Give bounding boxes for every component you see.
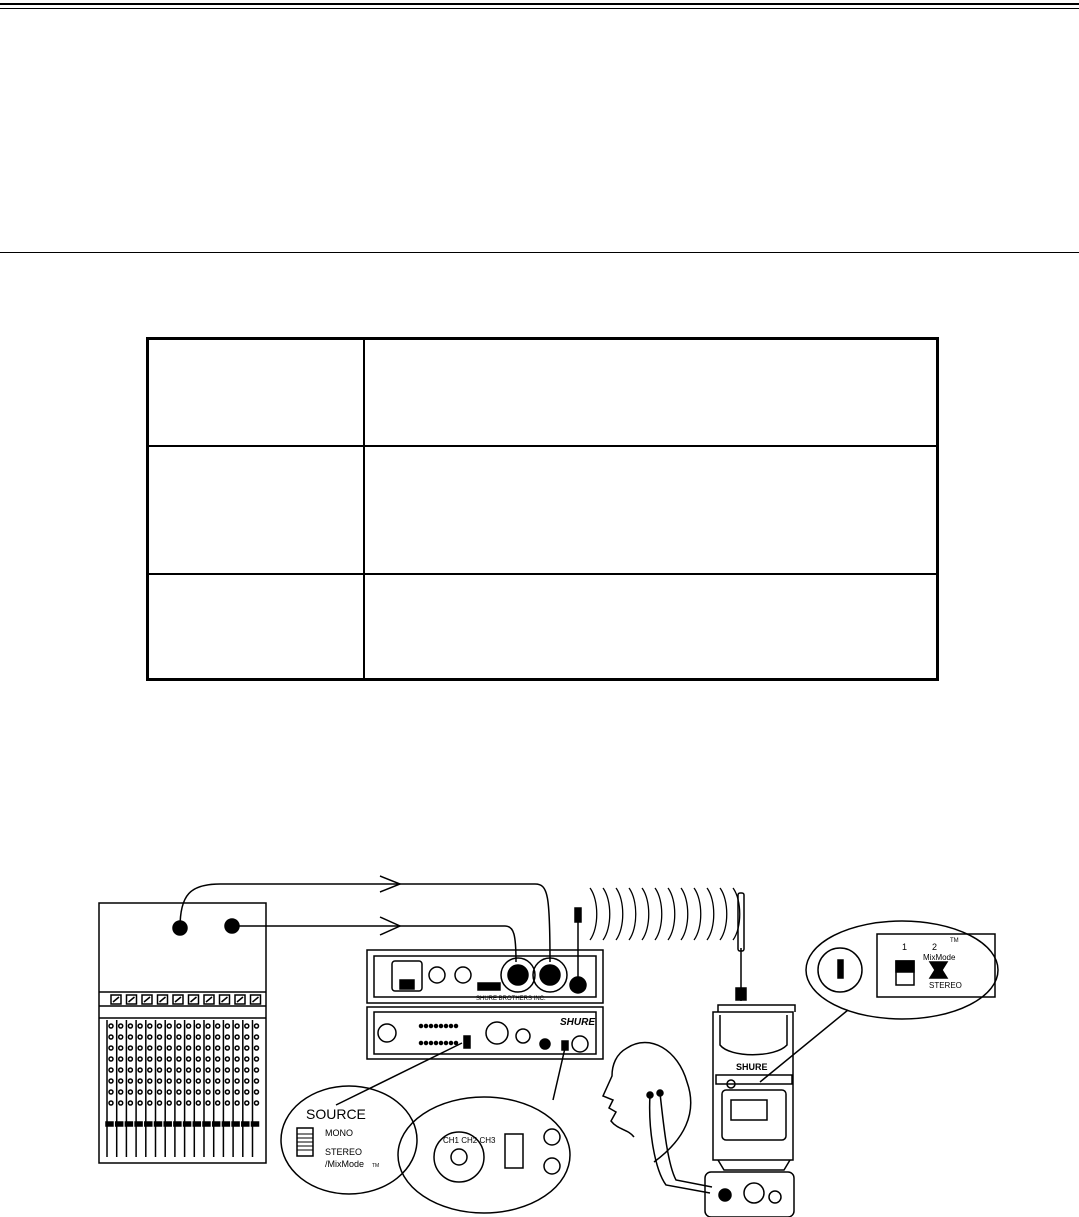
led-dot bbox=[435, 1025, 438, 1028]
channel-knob bbox=[187, 1024, 191, 1028]
table-cell-label bbox=[148, 339, 365, 446]
source-option-stereo: STEREO bbox=[325, 1147, 363, 1157]
rf-wave-arc bbox=[616, 888, 623, 940]
channel-knob bbox=[196, 1035, 200, 1039]
receiver-switch-callout bbox=[806, 921, 998, 1019]
channel-knob bbox=[225, 1035, 229, 1039]
channel-knob bbox=[138, 1101, 142, 1105]
channel-knob bbox=[225, 1101, 229, 1105]
table-cell-value bbox=[364, 446, 938, 574]
led-dot bbox=[440, 1025, 443, 1028]
channel-knob bbox=[225, 1057, 229, 1061]
channel-fader-cap bbox=[213, 1122, 220, 1126]
channel-knob bbox=[187, 1079, 191, 1083]
channel-knob bbox=[196, 1090, 200, 1094]
source-option-mixmode: /MixMode bbox=[325, 1159, 365, 1169]
channel-knob bbox=[245, 1068, 249, 1072]
meter-needle bbox=[206, 997, 212, 1002]
dip-switch-label-1: 1 bbox=[902, 942, 908, 952]
channel-knob bbox=[245, 1057, 249, 1061]
channel-knob bbox=[225, 1024, 229, 1028]
meter-needle bbox=[237, 997, 243, 1002]
antenna-connector bbox=[570, 977, 586, 993]
channel-knob bbox=[245, 1024, 249, 1028]
channel-knob bbox=[148, 1024, 152, 1028]
channel-knob bbox=[158, 1068, 162, 1072]
channel-knob bbox=[148, 1079, 152, 1083]
console-output-jack-left bbox=[173, 921, 187, 935]
led-dot bbox=[445, 1042, 448, 1045]
channel-knob bbox=[196, 1068, 200, 1072]
transmitter-front-panel bbox=[367, 1007, 603, 1059]
channel-knob bbox=[119, 1079, 123, 1083]
channel-knob bbox=[138, 1024, 142, 1028]
channel-knob bbox=[138, 1057, 142, 1061]
led-dot bbox=[430, 1025, 433, 1028]
channel-knob bbox=[187, 1046, 191, 1050]
channel-knob bbox=[109, 1024, 113, 1028]
channel-fader-cap bbox=[184, 1122, 191, 1126]
channel-knob bbox=[245, 1035, 249, 1039]
section-rule bbox=[0, 252, 1079, 253]
channel-knob bbox=[138, 1090, 142, 1094]
source-title: SOURCE bbox=[306, 1106, 366, 1122]
table-cell-label bbox=[148, 574, 365, 680]
led-dot bbox=[450, 1042, 453, 1045]
channel-knob bbox=[216, 1090, 220, 1094]
channel-fader-cap bbox=[174, 1122, 181, 1126]
mixmode-tm-mark: TM bbox=[950, 938, 959, 944]
channel-knob bbox=[158, 1090, 162, 1094]
system-hookup-diagram bbox=[0, 860, 1079, 1217]
channel-knob bbox=[158, 1046, 162, 1050]
channel-knob bbox=[109, 1046, 113, 1050]
channel-knob bbox=[196, 1046, 200, 1050]
channel-knob bbox=[206, 1090, 210, 1094]
channel-knob bbox=[216, 1068, 220, 1072]
channel-knob bbox=[196, 1079, 200, 1083]
channel-knob bbox=[119, 1046, 123, 1050]
channel-knob bbox=[187, 1057, 191, 1061]
rf-wave-arc bbox=[707, 888, 714, 940]
channel-knob bbox=[235, 1024, 239, 1028]
channel-knob bbox=[255, 1101, 259, 1105]
listener-head-icon bbox=[603, 1042, 712, 1193]
channel-knob bbox=[119, 1057, 123, 1061]
power-button bbox=[572, 1036, 588, 1052]
channel-knob bbox=[225, 1090, 229, 1094]
channel-knob bbox=[255, 1079, 259, 1083]
led-dot bbox=[455, 1025, 458, 1028]
channel-fader-cap bbox=[203, 1122, 210, 1126]
channel-knob bbox=[245, 1079, 249, 1083]
channel-knob bbox=[235, 1068, 239, 1072]
channel-knob bbox=[148, 1090, 152, 1094]
table-cell-label bbox=[148, 446, 365, 574]
channel-knob bbox=[128, 1057, 132, 1061]
channel-knob bbox=[109, 1101, 113, 1105]
led-dot bbox=[445, 1025, 448, 1028]
channel-knob bbox=[255, 1057, 259, 1061]
channel-knob bbox=[109, 1057, 113, 1061]
channel-fader-cap bbox=[252, 1122, 259, 1126]
channel-knob bbox=[167, 1101, 171, 1105]
rf-wave-arc bbox=[655, 888, 662, 940]
rf-wave-arc bbox=[629, 888, 636, 940]
channel-fader-cap bbox=[155, 1122, 162, 1126]
channel-knob bbox=[187, 1035, 191, 1039]
channel-knob bbox=[119, 1024, 123, 1028]
source-switch-detail-2 bbox=[505, 1134, 523, 1168]
channel-knob bbox=[255, 1046, 259, 1050]
channel-knob bbox=[255, 1068, 259, 1072]
transmitter-rear-panel bbox=[367, 908, 603, 1003]
channel-knob bbox=[255, 1024, 259, 1028]
rf-wave-arc bbox=[681, 888, 688, 940]
rf-wave-arc bbox=[694, 888, 701, 940]
meter-needle bbox=[222, 997, 228, 1002]
rf-wave-arc bbox=[720, 888, 727, 940]
channel-knob bbox=[216, 1024, 220, 1028]
channel-knob bbox=[235, 1057, 239, 1061]
channel-knob bbox=[119, 1035, 123, 1039]
channel-knob bbox=[119, 1101, 123, 1105]
top-double-rule-lower bbox=[0, 8, 1079, 9]
front-panel-detail-callout bbox=[398, 1048, 570, 1213]
channel-knob bbox=[167, 1035, 171, 1039]
channel-fader-cap bbox=[135, 1122, 142, 1126]
channel-knob bbox=[187, 1101, 191, 1105]
channel-knob bbox=[148, 1046, 152, 1050]
channel-knob bbox=[255, 1090, 259, 1094]
channel-knob bbox=[216, 1057, 220, 1061]
receiver-brand-logo: SHURE bbox=[736, 1062, 768, 1072]
source-switch bbox=[464, 1036, 470, 1048]
channel-knob bbox=[187, 1090, 191, 1094]
channel-knob bbox=[128, 1101, 132, 1105]
channel-knob bbox=[167, 1057, 171, 1061]
bodypack-receiver bbox=[713, 893, 848, 1170]
channel-knob bbox=[138, 1068, 142, 1072]
console-meter-row bbox=[111, 995, 261, 1004]
channel-knob bbox=[177, 1079, 181, 1083]
channel-knob bbox=[128, 1046, 132, 1050]
channel-knob bbox=[128, 1079, 132, 1083]
led-dot bbox=[455, 1042, 458, 1045]
channel-knob bbox=[206, 1079, 210, 1083]
rf-wave-arc bbox=[603, 888, 610, 940]
spec-table bbox=[146, 337, 939, 681]
channel-knob bbox=[158, 1079, 162, 1083]
channel-knob bbox=[158, 1024, 162, 1028]
channel-knob bbox=[216, 1046, 220, 1050]
channel-knob bbox=[245, 1090, 249, 1094]
channel-knob bbox=[216, 1101, 220, 1105]
channel-knob bbox=[196, 1101, 200, 1105]
channel-knob bbox=[158, 1035, 162, 1039]
source-tm-mark: TM bbox=[372, 1163, 380, 1169]
rf-wave-arc bbox=[642, 888, 649, 940]
stereo-label: STEREO bbox=[929, 981, 962, 990]
channel-knob bbox=[216, 1079, 220, 1083]
channel-knob bbox=[177, 1046, 181, 1050]
channel-knob bbox=[206, 1057, 210, 1061]
rf-wave-arc bbox=[668, 888, 675, 940]
channel-fader-cap bbox=[125, 1122, 132, 1126]
channel-knob bbox=[167, 1079, 171, 1083]
dip-switch-2 bbox=[930, 962, 947, 978]
channel-fader-cap bbox=[145, 1122, 152, 1126]
channel-knob bbox=[206, 1068, 210, 1072]
channel-knob bbox=[177, 1090, 181, 1094]
meter-needle bbox=[144, 997, 150, 1002]
channel-knob bbox=[167, 1046, 171, 1050]
channel-fader-cap bbox=[193, 1122, 200, 1126]
channel-fader-cap bbox=[242, 1122, 249, 1126]
channel-knob bbox=[128, 1068, 132, 1072]
source-switch-callout bbox=[281, 1043, 462, 1194]
channel-knob bbox=[235, 1046, 239, 1050]
channel-knob bbox=[148, 1035, 152, 1039]
channel-knob bbox=[167, 1090, 171, 1094]
led-dot bbox=[450, 1025, 453, 1028]
led-dot bbox=[440, 1042, 443, 1045]
console-output-jack-right bbox=[225, 919, 239, 933]
channel-fader-cap bbox=[116, 1122, 123, 1126]
table-cell-value bbox=[364, 574, 938, 680]
channel-knob bbox=[216, 1035, 220, 1039]
channel-knob bbox=[235, 1035, 239, 1039]
meter-needle bbox=[191, 997, 197, 1002]
table-row bbox=[148, 339, 938, 446]
headphone-jack bbox=[540, 1039, 550, 1049]
led-meter bbox=[420, 1025, 458, 1045]
channel-knob bbox=[206, 1024, 210, 1028]
input-level-knob bbox=[378, 1024, 396, 1042]
channel-knob bbox=[206, 1101, 210, 1105]
channel-fader-cap bbox=[222, 1122, 229, 1126]
channel-knob bbox=[245, 1101, 249, 1105]
led-dot bbox=[420, 1025, 423, 1028]
channel-knob bbox=[128, 1035, 132, 1039]
led-dot bbox=[435, 1042, 438, 1045]
channel-knob bbox=[138, 1046, 142, 1050]
channel-knob bbox=[206, 1046, 210, 1050]
channel-knob bbox=[158, 1057, 162, 1061]
channel-knob bbox=[119, 1090, 123, 1094]
channel-knob bbox=[235, 1079, 239, 1083]
channel-knob bbox=[255, 1035, 259, 1039]
channel-knob bbox=[109, 1090, 113, 1094]
channel-knob bbox=[148, 1068, 152, 1072]
channel-knob bbox=[196, 1024, 200, 1028]
channel-knob bbox=[177, 1024, 181, 1028]
meter-needle bbox=[160, 997, 166, 1002]
channel-fader-cap bbox=[232, 1122, 239, 1126]
channel-knob bbox=[109, 1079, 113, 1083]
meter-needle bbox=[175, 997, 181, 1002]
meter-needle bbox=[253, 997, 259, 1002]
channel-knob bbox=[167, 1024, 171, 1028]
channel-knob bbox=[119, 1068, 123, 1072]
channel-knob bbox=[148, 1101, 152, 1105]
channel-knob bbox=[167, 1068, 171, 1072]
rf-waves bbox=[590, 888, 740, 940]
channel-knob bbox=[128, 1024, 132, 1028]
led-dot bbox=[425, 1042, 428, 1045]
top-double-rule-upper bbox=[0, 3, 1079, 5]
channel-dial-text: CH1 CH2 CH3 bbox=[443, 1136, 496, 1145]
channel-knob bbox=[235, 1090, 239, 1094]
channel-knob bbox=[245, 1046, 249, 1050]
volume-knob bbox=[486, 1022, 508, 1044]
channel-knob bbox=[177, 1057, 181, 1061]
dip-switch-label-2: 2 bbox=[932, 942, 938, 952]
table-row bbox=[148, 574, 938, 680]
channel-fader-cap bbox=[164, 1122, 171, 1126]
table-cell-value bbox=[364, 339, 938, 446]
channel-knob bbox=[206, 1035, 210, 1039]
channel-knob bbox=[109, 1068, 113, 1072]
channel-knob bbox=[109, 1035, 113, 1039]
console-channel-strips bbox=[106, 1020, 259, 1157]
rear-brand-text: SHURE BROTHERS INC. bbox=[476, 996, 546, 1002]
led-dot bbox=[425, 1025, 428, 1028]
channel-knob bbox=[225, 1079, 229, 1083]
channel-knob bbox=[225, 1068, 229, 1072]
earphone-adapter bbox=[705, 1172, 794, 1217]
channel-knob bbox=[177, 1035, 181, 1039]
channel-knob bbox=[196, 1057, 200, 1061]
channel-knob bbox=[235, 1101, 239, 1105]
channel-knob bbox=[148, 1057, 152, 1061]
meter-needle bbox=[129, 997, 135, 1002]
channel-knob bbox=[187, 1068, 191, 1072]
channel-fader-cap bbox=[106, 1122, 113, 1126]
channel-knob bbox=[158, 1101, 162, 1105]
led-dot bbox=[420, 1042, 423, 1045]
audio-cables bbox=[180, 876, 550, 962]
rf-wave-arc bbox=[590, 888, 597, 940]
mixmode-label: MixMode bbox=[923, 953, 956, 962]
channel-knob bbox=[138, 1079, 142, 1083]
meter-needle bbox=[113, 997, 119, 1002]
mixing-console bbox=[99, 903, 266, 1163]
source-option-mono: MONO bbox=[325, 1128, 353, 1138]
channel-knob bbox=[128, 1090, 132, 1094]
front-brand-logo: SHURE bbox=[560, 1017, 596, 1028]
led-dot bbox=[430, 1042, 433, 1045]
channel-knob bbox=[177, 1068, 181, 1072]
channel-knob bbox=[138, 1035, 142, 1039]
channel-knob bbox=[225, 1046, 229, 1050]
table-row bbox=[148, 446, 938, 574]
channel-knob bbox=[177, 1101, 181, 1105]
